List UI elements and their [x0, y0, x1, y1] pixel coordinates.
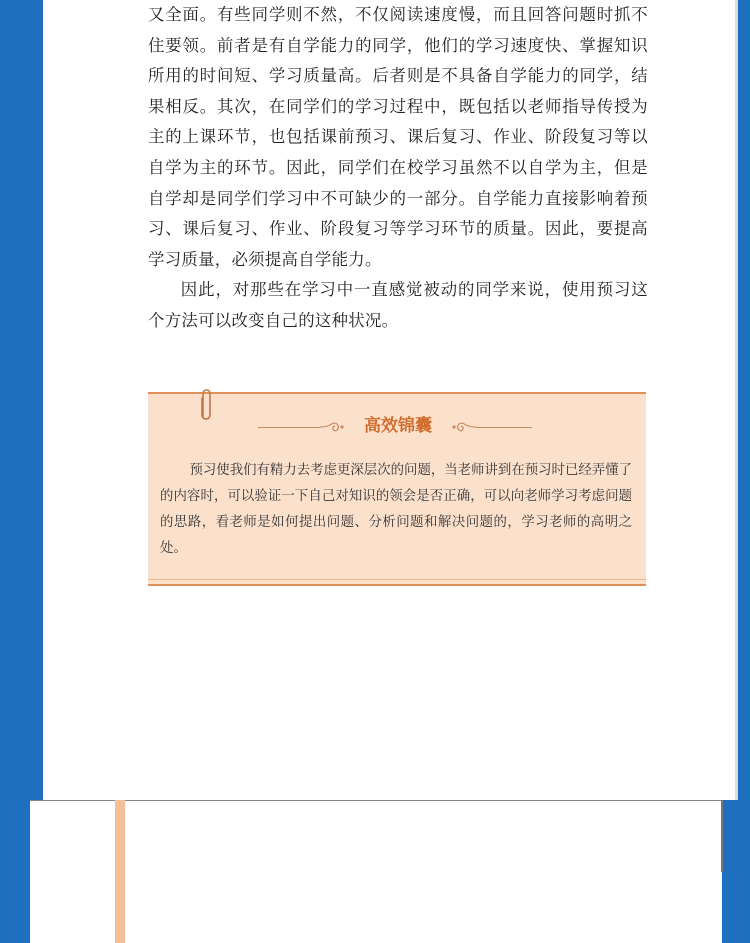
paragraph: 因此，对那些在学习中一直感觉被动的同学来说，使用预习这个方法可以改变自己的这种状况。	[148, 280, 648, 330]
body-text	[148, 0, 648, 337]
page-edge-shadow	[735, 0, 738, 800]
swirl-ornament-icon	[318, 419, 346, 435]
divider-line	[476, 427, 532, 428]
page-edge	[721, 800, 723, 872]
paragraph-continued: 又全面。有些同学则不然，不仅阅读速度慢，而且回答问题时抓不住要领。前者是有自学能力的同学，他们的学习速度快、掌握知识所用的时间短、学习质量高。后者则是不具备自学能力的同学，结果相反。其次，在同学们的学习过程中，既包括以老师指导传授为主的上课环节，也包括课前预习、课后复习、作业、阶段复习等以自学为主的环节。因此，同学们在校学习虽然不以自学为主，但是自学却是同学们学习中不可缺少的一部分。自学能力直接影响着预习、课后复习、作业、阶段复习等学习环节的质量。因此，要提高学习质量，必须提高自学能力。	[148, 5, 648, 269]
tips-header	[148, 414, 646, 438]
page-sheet-bottom	[30, 800, 722, 943]
tips-title: 高效锦囊	[364, 416, 432, 436]
swirl-ornament-icon	[450, 419, 478, 435]
divider-line	[258, 427, 320, 428]
tips-text: 预习使我们有精力去考虑更深层次的问题，当老师讲到在预习时已经弄懂了的内容时，可以验证一下自己对知识的领会是否正确，可以向老师学习考虑问题的思路，看老师是如何提出问题、分析问题和解决问题的，学习老师的高明之处。	[160, 463, 632, 556]
tips-box	[148, 392, 646, 586]
accent-bar	[115, 800, 125, 943]
next-section-heading-cropped	[150, 930, 650, 943]
